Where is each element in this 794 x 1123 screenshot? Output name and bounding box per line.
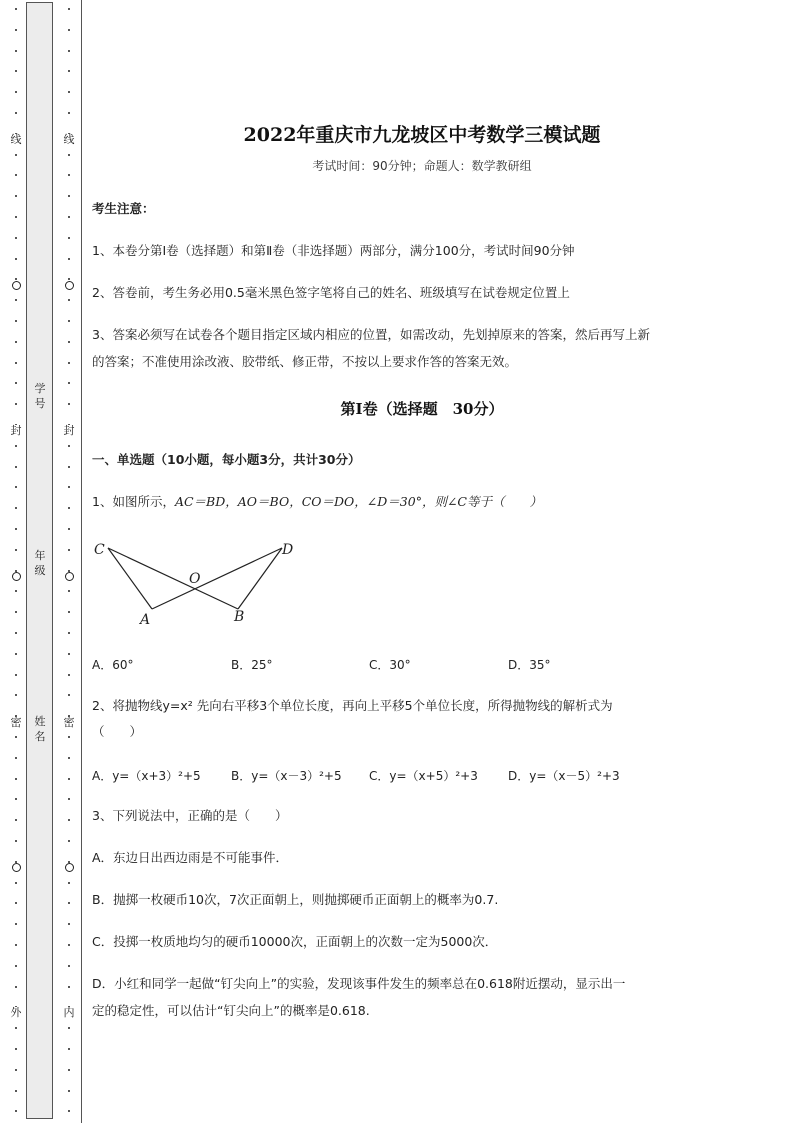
binding-dot [15, 549, 17, 551]
binding-dot [15, 29, 17, 31]
q1-option-d: D．35° [508, 658, 551, 672]
notice-item-3: 3、答案必须写在试卷各个题目指定区域内相应的位置，如需改动，先划掉原来的答案，然后再写上新 [92, 327, 650, 342]
binding-mark-outside: 外 [10, 1006, 22, 1019]
binding-dot [68, 819, 70, 821]
q2-option-c: C．y=（x+5）²+3 [369, 769, 478, 783]
binding-dot [15, 757, 17, 759]
label-c: C [94, 542, 105, 558]
binding-dot [68, 445, 70, 447]
binding-dot [68, 549, 70, 551]
binding-dot [68, 528, 70, 530]
binding-dot [68, 237, 70, 239]
q3-option-b: B．抛掷一枚硬币10次，7次正面朝上，则抛掷硬币正面朝上的概率为0.7. [92, 892, 499, 907]
binding-dot [68, 882, 70, 884]
binding-dot [15, 528, 17, 530]
question-2-cont: （ ） [92, 724, 143, 739]
q2-option-a: A．y=（x+3）²+5 [92, 769, 201, 783]
binding-circle [65, 863, 74, 872]
student-id-label: 学号 [34, 382, 46, 410]
binding-dot [68, 923, 70, 925]
q1-option-c: C．30° [369, 658, 411, 672]
label-b: B [234, 609, 245, 625]
binding-dot [15, 1027, 17, 1029]
page-title: 2022年重庆市九龙坡区中考数学三模试题 [243, 124, 601, 146]
binding-dot [68, 154, 70, 156]
binding-dot [15, 1110, 17, 1112]
binding-dot [68, 195, 70, 197]
q1-option-a: A．60° [92, 658, 134, 672]
binding-dot [15, 403, 17, 405]
binding-dot [15, 362, 17, 364]
binding-dot [15, 882, 17, 884]
binding-dot [15, 1048, 17, 1050]
binding-dot [68, 694, 70, 696]
q3-option-d-cont: 定的稳定性，可以估计“钉尖向上”的概率是0.618. [92, 1003, 370, 1018]
binding-dot [15, 466, 17, 468]
binding-mark-inside: 内 [63, 1006, 75, 1019]
segment-cb [108, 548, 238, 609]
q1-option-b: B．25° [231, 658, 273, 672]
q3-option-a: A．东边日出西边雨是不可能事件． [92, 850, 289, 865]
binding-dot [15, 902, 17, 904]
binding-dot [15, 258, 17, 260]
binding-dot [15, 195, 17, 197]
binding-dot [68, 299, 70, 301]
binding-circle [12, 863, 21, 872]
q3-option-d: D．小红和同学一起做“钉尖向上”的实验，发现该事件发生的频率总在0.618附近摆动，显示出一 [92, 976, 626, 991]
binding-dot [68, 466, 70, 468]
name-label: 姓名 [34, 715, 46, 743]
binding-dot [15, 923, 17, 925]
binding-dot [68, 8, 70, 10]
binding-dot [15, 965, 17, 967]
binding-dot [15, 944, 17, 946]
binding-dot [68, 902, 70, 904]
binding-dot [15, 174, 17, 176]
binding-mark-line-inner: 线 [63, 133, 75, 146]
binding-dot [68, 341, 70, 343]
binding-margin-outer [6, 0, 26, 1123]
segment-bd [238, 548, 282, 609]
question-1-prefix: 1、如图所示， [92, 494, 175, 509]
binding-dot [68, 778, 70, 780]
binding-circle [65, 281, 74, 290]
binding-dot [15, 778, 17, 780]
label-d: D [282, 542, 294, 558]
binding-dot [15, 237, 17, 239]
binding-dot [68, 320, 70, 322]
binding-dot [15, 299, 17, 301]
binding-dot [68, 757, 70, 759]
binding-dot [15, 694, 17, 696]
binding-dot [15, 8, 17, 10]
question-2: 2、将抛物线y=x² 先向右平移3个单位长度，再向上平移5个单位长度，所得抛物线的解析式为 [92, 698, 613, 713]
binding-dot [15, 70, 17, 72]
binding-dot [68, 174, 70, 176]
binding-dot [68, 91, 70, 93]
binding-dot [68, 632, 70, 634]
binding-dot [68, 1048, 70, 1050]
binding-circle [65, 572, 74, 581]
binding-dot [15, 798, 17, 800]
binding-dot [15, 91, 17, 93]
binding-dot [68, 736, 70, 738]
notice-item-2: 2、答卷前，考生务必用0.5毫米黑色签字笔将自己的姓名、班级填写在试卷规定位置上 [92, 285, 570, 300]
binding-dot [68, 965, 70, 967]
binding-dot [68, 112, 70, 114]
binding-mark-seal-inner: 封 [63, 424, 75, 437]
binding-margin-inner [54, 0, 82, 1123]
binding-dot [15, 1069, 17, 1071]
q1-figure [92, 536, 302, 628]
binding-dot [68, 507, 70, 509]
binding-dot [68, 653, 70, 655]
binding-mark-secret-outer: 密 [10, 716, 22, 729]
q3-option-c: C．投掷一枚质地均匀的硬币10000次，正面朝上的次数一定为5000次． [92, 934, 498, 949]
binding-dot [15, 154, 17, 156]
binding-dot [68, 674, 70, 676]
binding-dot [15, 590, 17, 592]
binding-mark-secret-inner: 密 [63, 716, 75, 729]
grade-label: 年级 [34, 549, 46, 577]
binding-dot [68, 986, 70, 988]
section-title: 第I卷（选择题 30分） [340, 400, 504, 418]
binding-circle [12, 572, 21, 581]
part-title: 一、单选题（10小题，每小题3分，共计30分） [92, 452, 361, 467]
binding-dot [68, 611, 70, 613]
q2-option-d: D．y=（x－5）²+3 [508, 769, 620, 783]
binding-dot [68, 840, 70, 842]
binding-dot [68, 258, 70, 260]
label-a: A [140, 612, 151, 628]
label-o: O [189, 571, 201, 587]
binding-dot [15, 1090, 17, 1092]
notice-heading: 考生注意： [92, 201, 155, 216]
binding-dot [68, 486, 70, 488]
binding-dot [68, 278, 70, 280]
binding-dot [68, 590, 70, 592]
binding-dot [15, 112, 17, 114]
segment-ca [108, 548, 152, 609]
binding-dot [68, 29, 70, 31]
binding-circle [12, 281, 21, 290]
binding-dot [68, 70, 70, 72]
binding-dot [15, 382, 17, 384]
question-3: 3、下列说法中，正确的是（ ） [92, 808, 288, 823]
binding-field-strip [26, 2, 53, 1119]
binding-dot [68, 50, 70, 52]
binding-dot [15, 986, 17, 988]
binding-dot [15, 341, 17, 343]
binding-dot [15, 674, 17, 676]
binding-dot [68, 216, 70, 218]
exam-info: 考试时间：90分钟；命题人：数学教研组 [312, 159, 532, 173]
binding-dot [68, 944, 70, 946]
binding-dot [68, 382, 70, 384]
question-1-conditions: AC＝BD，AO＝BO，CO＝DO，∠D＝30°，则∠C等于（ ） [174, 494, 542, 509]
binding-dot [68, 1090, 70, 1092]
binding-dot [68, 403, 70, 405]
binding-dot [15, 840, 17, 842]
binding-dot [15, 278, 17, 280]
binding-dot [15, 216, 17, 218]
segment-ad [152, 548, 282, 609]
binding-dot [15, 819, 17, 821]
notice-item-3-cont: 的答案；不准使用涂改液、胶带纸、修正带，不按以上要求作答的答案无效。 [92, 354, 518, 369]
binding-mark-seal-outer: 封 [10, 424, 22, 437]
question-1 [92, 488, 752, 516]
binding-dot [15, 486, 17, 488]
binding-dot [15, 611, 17, 613]
binding-dot [15, 632, 17, 634]
binding-mark-line-outer: 线 [10, 133, 22, 146]
binding-dot [15, 320, 17, 322]
binding-dot [15, 653, 17, 655]
binding-dot [68, 1110, 70, 1112]
binding-dot [68, 362, 70, 364]
binding-dot [15, 507, 17, 509]
binding-dot [68, 1027, 70, 1029]
notice-item-1: 1、本卷分第I卷（选择题）和第Ⅱ卷（非选择题）两部分，满分100分，考试时间90分钟 [92, 243, 575, 258]
binding-dot [15, 445, 17, 447]
binding-dot [15, 736, 17, 738]
binding-dot [68, 1069, 70, 1071]
q2-option-b: B．y=（x－3）²+5 [231, 769, 342, 783]
binding-dot [15, 50, 17, 52]
binding-dot [68, 798, 70, 800]
